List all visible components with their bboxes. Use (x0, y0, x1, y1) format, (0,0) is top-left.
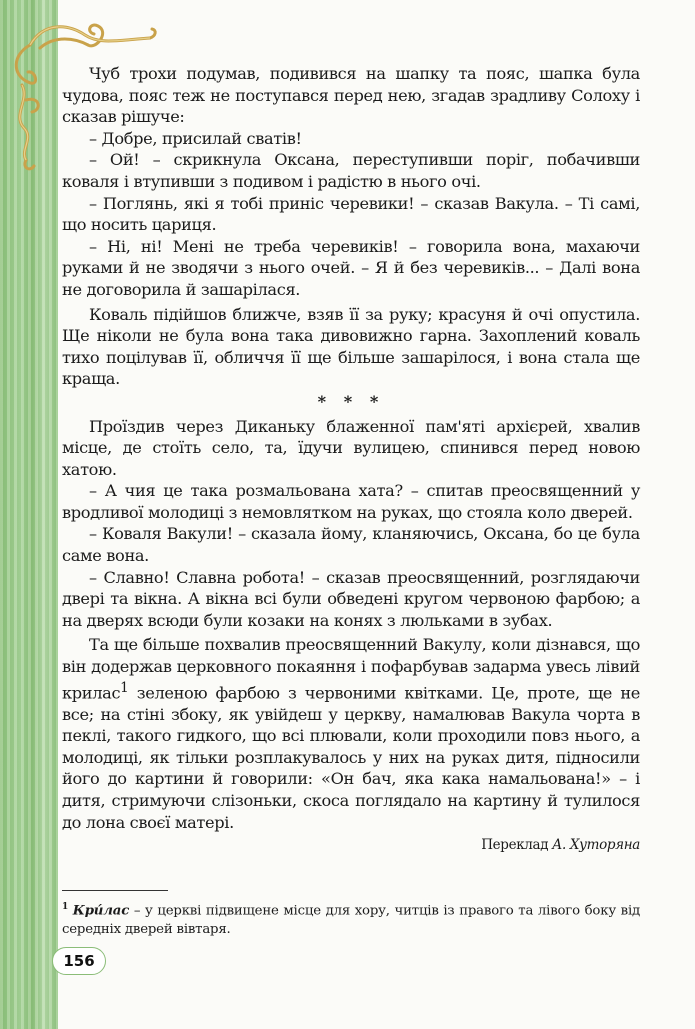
footnote-term: Кри́лас (72, 903, 130, 919)
paragraph: – Добре, присилай сватів! (89, 128, 302, 148)
paragraph: Коваль підійшов ближче, взяв її за руку; красуня й очі опустила. Ще ніколи не була вона така дивовижно гарна. Захоплений коваль тихо поцілував її, обличчя її ще більше зашарілося, і вона стала ще краща. (62, 304, 640, 389)
translator-prefix: Переклад (481, 837, 553, 854)
footnote-divider (62, 890, 168, 891)
footnote-reference: 1 (120, 679, 129, 696)
footnote-number: 1 (62, 902, 69, 912)
page-number: 156 (52, 947, 106, 975)
section-break: * * * (317, 391, 385, 411)
paragraph: – Коваля Вакули! – сказала йому, кланяючись, Оксана, бо це була саме вона. (62, 524, 640, 566)
translator-credit (62, 835, 640, 857)
footnote (62, 898, 640, 939)
paragraph-part: зеленою фарбою з червоними квітками. Це, проте, ще не все; на стіні збоку, як увійдеш у церкву, намалював Вакула чорта в пеклі, такого гидкого, що всі плювали, коли проходили повз нього, а молодиці, як тільки розплакувалось у них на руках дитя, підносили його до картини й говорили: «Он бач, яка кака намальована!» – і дитя, стримуючи слізоньки, скоса поглядало на картину й тулилося до лона своєї матері. (62, 683, 640, 832)
paragraph: Чуб трохи подумав, подивився на шапку та пояс, шапка була чудова, пояс теж не поступався перед нею, згадав зрадливу Солоху і сказав рішуче: (62, 64, 640, 127)
paragraph-final (62, 634, 640, 833)
main-text (62, 63, 640, 857)
paragraph: – Ой! – скрикнула Оксана, переступивши поріг, побачивши коваля і втупивши з подивом і радістю в нього очі. (62, 150, 640, 191)
paragraph: – Ні, ні! Мені не треба черевиків! – говорила вона, махаючи руками й не зводячи з нього очей. – Я й без черевиків... – Далі вона не договорила й зашарілася. (62, 236, 640, 299)
paragraph: – Славно! Славна робота! – сказав преосвященний, розглядаючи двері та вікна. А вікна всі були обведені кругом червоною фарбою; а на дверях всюди були козаки на конях з люльками в зубах. (62, 567, 640, 630)
paragraph-part: Та ще більше похвалив преосвященний Вакулу, коли дізнався, що він додержав церковного покаяння і пофарбував задарма увесь лівий крилас (62, 635, 640, 703)
paragraph: Проїздив через Диканьку блаженної пам'яті архієрей, хвалив місце, де стоїть село, та, їдучи вулицею, спинився перед новою хатою. (62, 416, 640, 479)
paragraph: – Поглянь, які я тобі приніс черевики! – сказав Вакула. – Ті самі, що носить цариця. (62, 193, 640, 235)
footnote-text: – у церкві підвищене місце для хору, читців із правого та лівого боку від середніх дверей вівтаря. (62, 903, 641, 937)
paragraph: – А чия це така розмальована хата? – спитав преосвященний у вродливої молодиці з немовлятком на руках, що стояла коло дверей. (62, 481, 640, 522)
translator-name: А. Хуторяна (552, 837, 640, 854)
